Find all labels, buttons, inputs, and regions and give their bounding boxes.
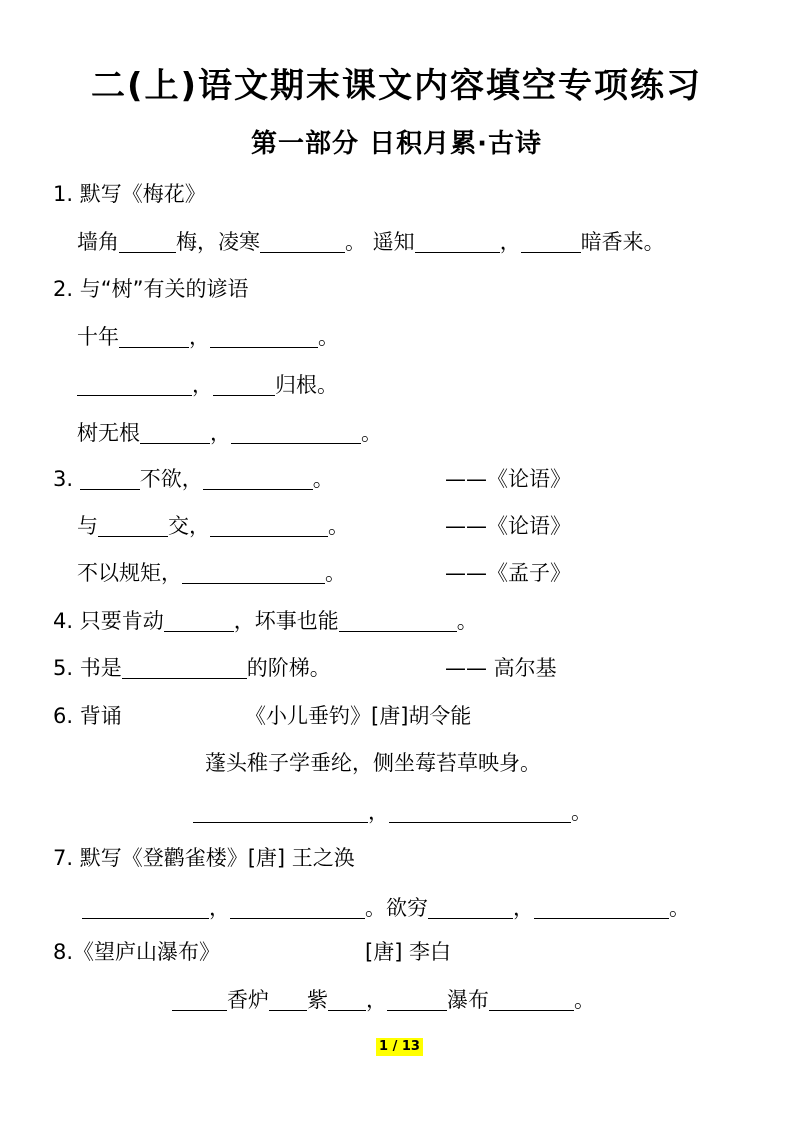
q7-text: 。 xyxy=(669,896,690,920)
q2-label: 2. 与“树”有关的谚语 xyxy=(53,277,249,301)
q8-text: 紫 xyxy=(307,988,328,1012)
q6-poem-title: 《小儿垂钓》[唐]胡令能 xyxy=(245,704,472,728)
q3-source-1: ——《论语》 xyxy=(445,467,571,491)
fill-blank[interactable] xyxy=(193,800,368,823)
fill-blank[interactable] xyxy=(213,373,275,396)
fill-blank[interactable] xyxy=(521,230,581,253)
q4-label: 4. 只要肯动 xyxy=(53,609,164,633)
fill-blank[interactable] xyxy=(269,988,307,1011)
fill-blank[interactable] xyxy=(77,373,192,396)
q3-text: 与 xyxy=(77,514,98,538)
q3-text: 。 xyxy=(325,561,346,585)
fill-blank[interactable] xyxy=(387,988,447,1011)
q8-text: 。 xyxy=(574,988,595,1012)
q1-text-4: ， xyxy=(499,230,521,254)
q2-text: ， xyxy=(210,421,231,445)
q1-text-1: 墙角 xyxy=(77,230,119,254)
q3-text: 不欲， xyxy=(139,467,203,491)
q6-text: 。 xyxy=(571,800,592,824)
fill-blank[interactable] xyxy=(140,421,210,444)
fill-blank[interactable] xyxy=(489,988,574,1011)
fill-blank[interactable] xyxy=(339,609,457,632)
q7-text: ， xyxy=(209,896,230,920)
page-title: 二(上)语文期末课文内容填空专项练习 xyxy=(90,66,703,106)
fill-blank[interactable] xyxy=(119,230,176,253)
q2-text: ， xyxy=(189,325,210,349)
q4-text: 。 xyxy=(456,609,478,633)
q5-source: —— 高尔基 xyxy=(445,656,557,680)
q5-label: 5. 书是 xyxy=(53,656,122,680)
q3-text: 。 xyxy=(328,514,349,538)
fill-blank[interactable] xyxy=(260,230,345,253)
q2-fill-line-3 xyxy=(77,418,382,448)
q7-text: 。欲穷 xyxy=(365,896,428,920)
fill-blank[interactable] xyxy=(210,325,318,348)
q2-fill-line-2 xyxy=(77,370,338,400)
q3-text: 。 xyxy=(312,467,334,491)
fill-blank[interactable] xyxy=(172,988,227,1011)
q8-text: 瀑布 xyxy=(447,988,489,1012)
q2-text: 树无根 xyxy=(77,421,140,445)
q2-text: 。 xyxy=(318,325,339,349)
fill-blank[interactable] xyxy=(98,514,168,537)
fill-blank[interactable] xyxy=(415,230,500,253)
q3-fill-line-1 xyxy=(53,464,334,494)
q2-text: 归根。 xyxy=(275,373,338,397)
q3-source-3: ——《孟子》 xyxy=(445,561,571,585)
fill-blank[interactable] xyxy=(328,988,366,1011)
q7-label: 7. 默写《登鹳雀楼》[唐] 王之涣 xyxy=(53,846,355,870)
q8-text: ， xyxy=(366,988,387,1012)
q6-fill-line xyxy=(193,797,592,827)
q2-text: ， xyxy=(192,373,213,397)
q1-label: 1. 默写《梅花》 xyxy=(53,182,206,206)
q2-text: 。 xyxy=(361,421,382,445)
q4-fill-line xyxy=(53,606,478,636)
q3-text: 不以规矩， xyxy=(77,561,182,585)
section-subtitle: 第一部分 日积月累·古诗 xyxy=(251,129,542,159)
q5-text: 的阶梯。 xyxy=(246,656,331,680)
q8-text: 香炉 xyxy=(227,988,269,1012)
fill-blank[interactable] xyxy=(122,656,247,679)
q1-text-5: 暗香来。 xyxy=(580,230,665,254)
q1-fill-line xyxy=(77,227,665,257)
q6-poem-line: 蓬头稚子学垂纶，侧坐莓苔草映身。 xyxy=(205,751,541,775)
q6-label: 6. 背诵 xyxy=(53,704,122,728)
fill-blank[interactable] xyxy=(230,896,365,919)
q8-fill-line xyxy=(172,985,595,1015)
q1-text-3: 。 遥知 xyxy=(345,230,415,254)
q2-fill-line-1 xyxy=(77,322,339,352)
q3-source-2: ——《论语》 xyxy=(445,514,571,538)
page-number: 1 / 13 xyxy=(376,1038,423,1056)
q6-text: ， xyxy=(368,800,389,824)
q8-author: [唐] 李白 xyxy=(365,940,452,964)
fill-blank[interactable] xyxy=(164,609,234,632)
fill-blank[interactable] xyxy=(119,325,189,348)
q1-text-2: 梅，凌寒 xyxy=(176,230,260,254)
q7-text: ， xyxy=(513,896,534,920)
q3-label: 3. xyxy=(53,467,74,491)
fill-blank[interactable] xyxy=(80,467,140,490)
q3-fill-line-3 xyxy=(77,558,346,588)
q8-label: 8.《望庐山瀑布》 xyxy=(53,940,221,964)
fill-blank[interactable] xyxy=(231,421,361,444)
q7-fill-line xyxy=(82,893,690,923)
fill-blank[interactable] xyxy=(82,896,209,919)
q2-text: 十年 xyxy=(77,325,119,349)
fill-blank[interactable] xyxy=(428,896,513,919)
q5-fill-line xyxy=(53,653,331,683)
fill-blank[interactable] xyxy=(203,467,313,490)
fill-blank[interactable] xyxy=(389,800,571,823)
fill-blank[interactable] xyxy=(534,896,669,919)
q3-fill-line-2 xyxy=(77,511,349,541)
q4-text: ，坏事也能 xyxy=(233,609,339,633)
fill-blank[interactable] xyxy=(210,514,328,537)
q3-text: 交， xyxy=(168,514,210,538)
fill-blank[interactable] xyxy=(182,561,325,584)
